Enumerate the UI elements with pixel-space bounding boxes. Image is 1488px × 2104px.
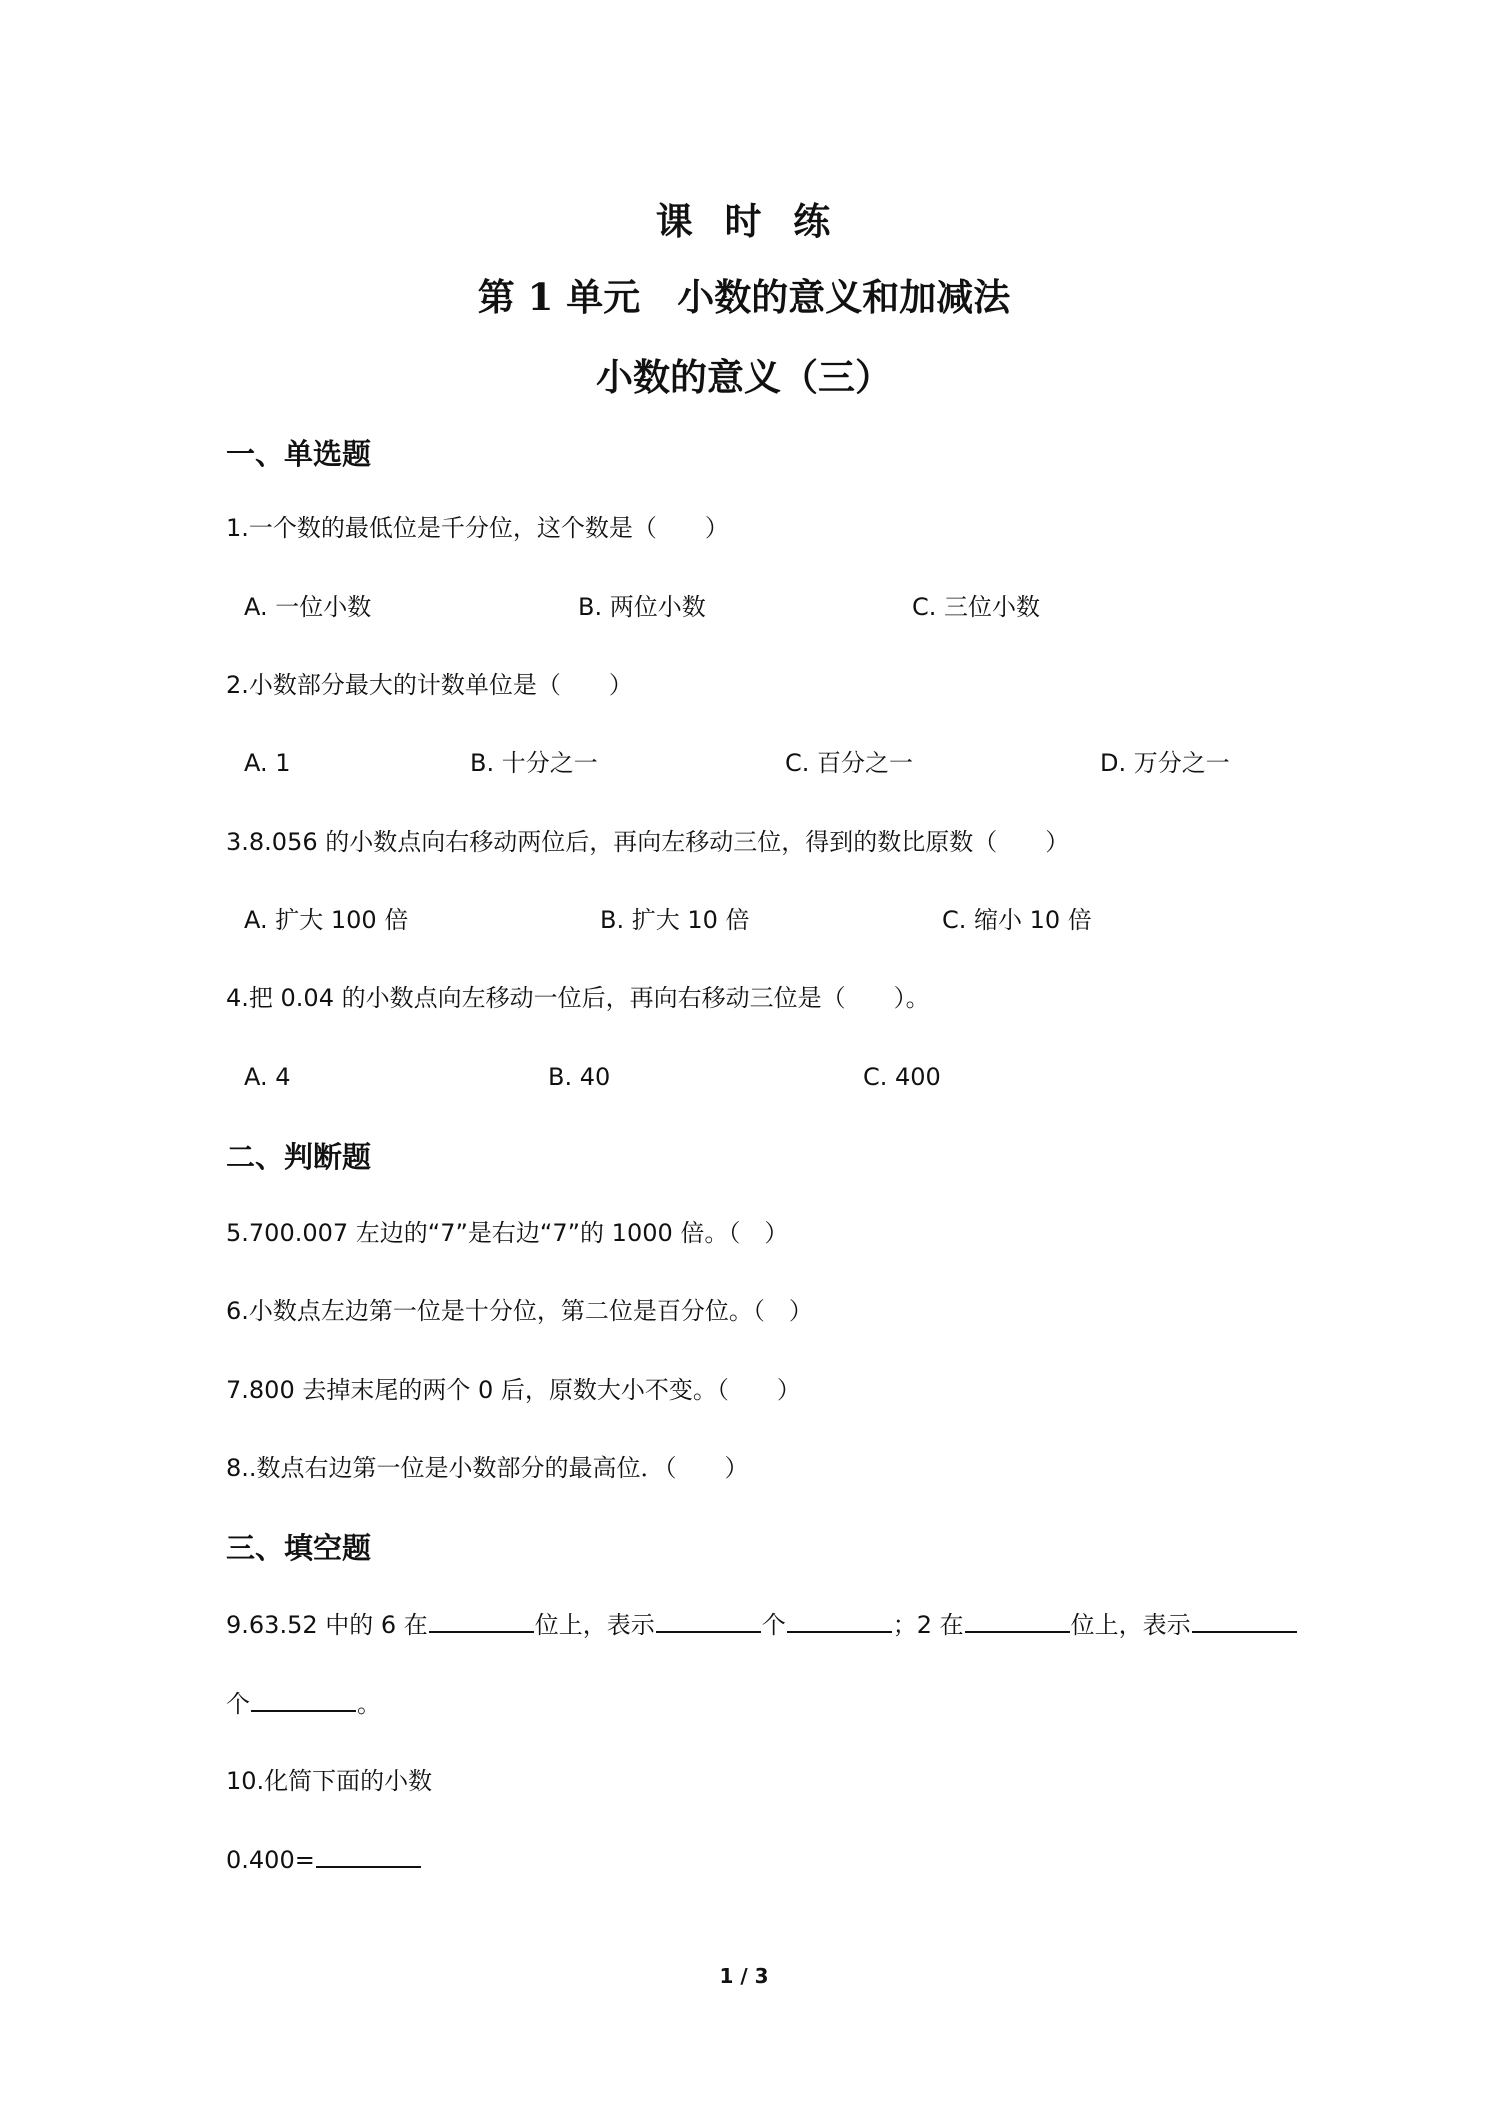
question-9-text-4: ；2 在 — [892, 1611, 964, 1639]
unit-title: 第 1 单元 小数的意义和加减法 — [477, 275, 1011, 319]
page-number: 1 / 3 — [719, 1964, 769, 1988]
question-10-stem: 10.化简下面的小数 — [226, 1767, 433, 1795]
section-heading-single-choice: 一、单选题 — [226, 437, 372, 471]
question-10-expression: 0.400= — [226, 1846, 315, 1874]
question-1-option-a[interactable]: A. 一位小数 — [244, 593, 372, 621]
question-6: 6.小数点左边第一位是十分位，第二位是百分位。（ ） — [226, 1297, 813, 1325]
question-9-line-2 — [226, 1686, 381, 1721]
answer-blank[interactable] — [787, 1607, 892, 1633]
question-2-option-c[interactable]: C. 百分之一 — [785, 749, 914, 777]
question-8: 8..数点右边第一位是小数部分的最高位．（ ） — [226, 1454, 749, 1482]
question-4-stem: 4.把 0.04 的小数点向左移动一位后，再向右移动三位是（ ）。 — [226, 984, 930, 1012]
question-5: 5.700.007 左边的“7”是右边“7”的 1000 倍。（ ） — [226, 1219, 789, 1247]
question-4-option-c[interactable]: C. 400 — [863, 1063, 941, 1091]
question-9-text-5: 位上，表示 — [1070, 1611, 1191, 1639]
section-heading-fill-blank: 三、填空题 — [226, 1531, 372, 1565]
answer-blank[interactable] — [656, 1607, 761, 1633]
question-9-text-7: 。 — [357, 1690, 381, 1718]
question-1-option-c[interactable]: C. 三位小数 — [912, 593, 1041, 621]
question-2-option-b[interactable]: B. 十分之一 — [470, 749, 598, 777]
question-1-stem: 1.一个数的最低位是千分位，这个数是（ ） — [226, 514, 729, 542]
answer-blank[interactable] — [429, 1607, 534, 1633]
answer-blank[interactable] — [251, 1686, 356, 1712]
question-3-option-a[interactable]: A. 扩大 100 倍 — [244, 906, 409, 934]
question-9-text-1: 9.63.52 中的 6 在 — [226, 1611, 428, 1639]
question-4-option-b[interactable]: B. 40 — [548, 1063, 611, 1091]
question-9-text-2: 位上，表示 — [534, 1611, 655, 1639]
answer-blank[interactable] — [316, 1842, 421, 1868]
question-9-text-3: 个 — [761, 1611, 786, 1639]
answer-blank[interactable] — [1192, 1607, 1297, 1633]
question-9-text-6: 个 — [226, 1690, 250, 1718]
question-4-option-a[interactable]: A. 4 — [244, 1063, 291, 1091]
question-7: 7.800 去掉末尾的两个 0 后，原数大小不变。（ ） — [226, 1376, 801, 1404]
lesson-title: 小数的意义（三） — [596, 355, 892, 399]
question-3-option-c[interactable]: C. 缩小 10 倍 — [942, 906, 1092, 934]
question-9-line-1 — [226, 1607, 1298, 1642]
question-3-stem: 3.8.056 的小数点向右移动两位后，再向左移动三位，得到的数比原数（ ） — [226, 828, 1070, 856]
question-1-option-b[interactable]: B. 两位小数 — [578, 593, 706, 621]
worksheet-title: 课 时 练 — [655, 199, 833, 243]
section-heading-true-false: 二、判断题 — [226, 1140, 372, 1174]
question-3-option-b[interactable]: B. 扩大 10 倍 — [600, 906, 750, 934]
question-2-option-a[interactable]: A. 1 — [244, 749, 291, 777]
question-2-option-d[interactable]: D. 万分之一 — [1100, 749, 1230, 777]
question-10-line — [226, 1842, 422, 1877]
question-2-stem: 2.小数部分最大的计数单位是（ ） — [226, 671, 633, 699]
answer-blank[interactable] — [965, 1607, 1070, 1633]
